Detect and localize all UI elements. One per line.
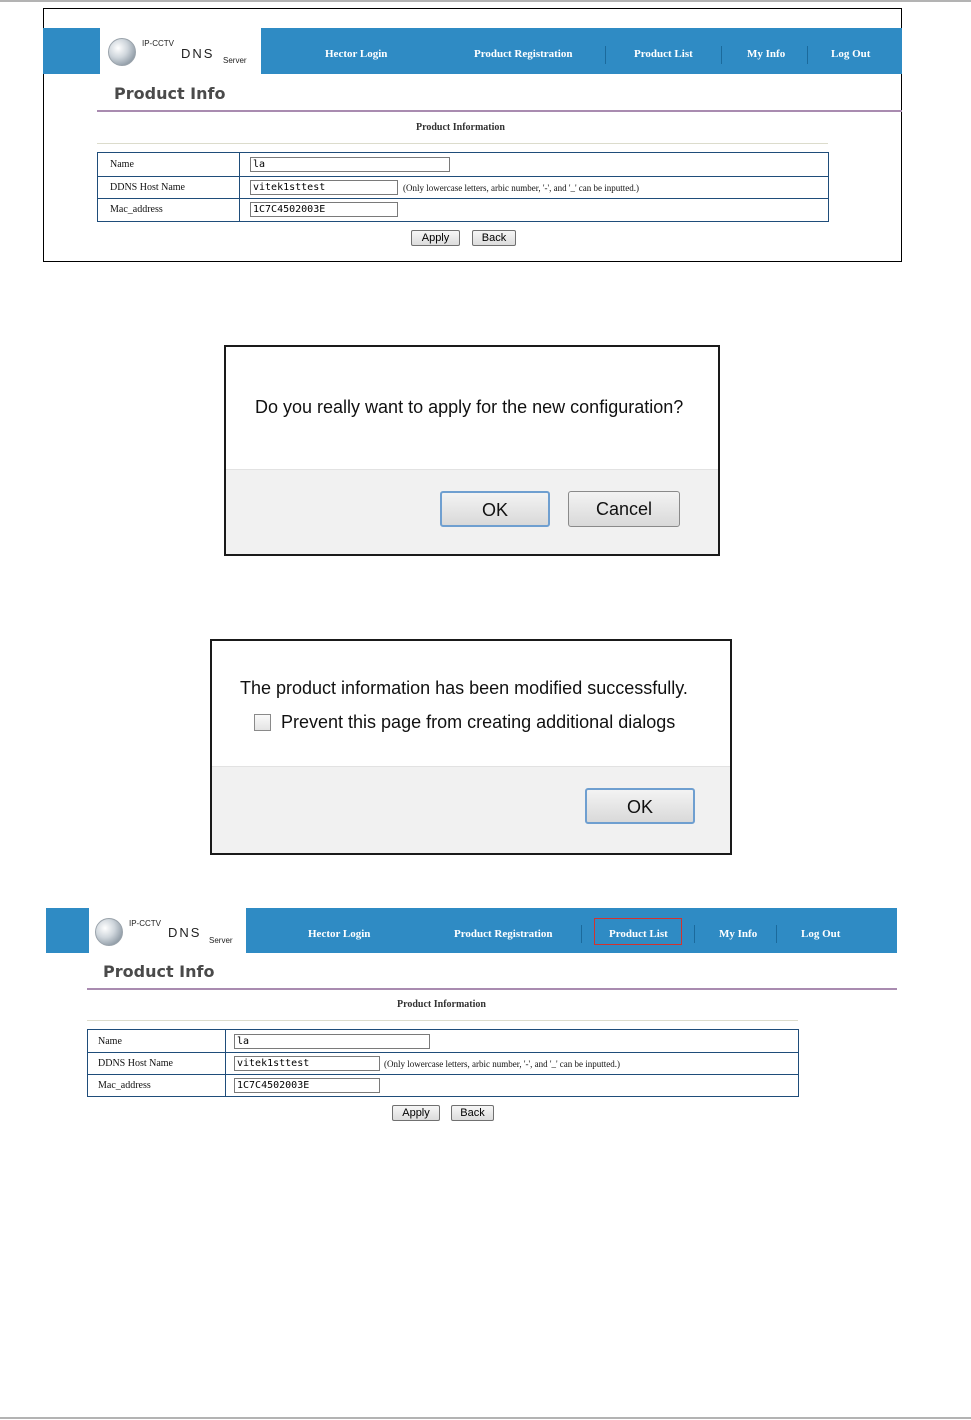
prevent-dialogs-label[interactable]: Prevent this page from creating additional dialogs — [281, 712, 676, 732]
name-label: Name — [110, 159, 134, 170]
mac-input[interactable]: 1C7C4502003E — [250, 202, 398, 217]
apply-button[interactable]: Apply — [392, 1105, 440, 1121]
form-row-mac — [88, 1074, 798, 1096]
host-label: DDNS Host Name — [98, 1058, 173, 1069]
alert-message: The product information has been modified successfully. — [240, 678, 688, 698]
nav-my-info[interactable]: My Info — [747, 48, 786, 60]
nav-separator — [694, 925, 695, 943]
apply-button[interactable]: Apply — [411, 230, 460, 246]
nav-log-out[interactable]: Log Out — [831, 48, 871, 60]
confirm-ok-button[interactable]: OK — [440, 491, 550, 527]
confirm-cancel-button[interactable]: Cancel — [568, 491, 680, 527]
name-label: Name — [98, 1036, 122, 1047]
nav-product-registration[interactable]: Product Registration — [474, 48, 573, 60]
logo-server: Server — [209, 936, 233, 945]
mac-label: Mac_address — [98, 1080, 151, 1091]
page-title: Product Info — [103, 962, 215, 981]
name-input[interactable]: la — [234, 1034, 430, 1049]
logo-ipcctv: IP-CCTV — [129, 919, 161, 928]
alert-ok-button[interactable]: OK — [585, 788, 695, 824]
mac-label: Mac_address — [110, 204, 163, 215]
nav-separator — [581, 925, 582, 943]
nav-product-list[interactable]: Product List — [609, 928, 668, 940]
name-input[interactable]: la — [250, 157, 450, 172]
page-title: Product Info — [114, 84, 226, 103]
logo-tab — [89, 908, 246, 953]
mac-input[interactable]: 1C7C4502003E — [234, 1078, 380, 1093]
nav-my-info[interactable]: My Info — [719, 928, 758, 940]
section-divider — [87, 1020, 798, 1021]
section-title: Product Information — [397, 999, 486, 1010]
title-underline — [87, 988, 897, 990]
product-form-table — [87, 1029, 799, 1097]
host-hint: (Only lowercase letters, arbic number, '-', and '_' can be inputted.) — [403, 183, 640, 193]
logo-dns: DNS — [168, 925, 202, 940]
nav-separator — [776, 925, 777, 943]
logo-dns: DNS — [181, 46, 215, 61]
section-title: Product Information — [416, 122, 505, 133]
logo-ipcctv: IP-CCTV — [142, 39, 174, 48]
host-input[interactable]: vitek1sttest — [234, 1056, 380, 1071]
form-row-host — [88, 1052, 798, 1075]
host-hint: (Only lowercase letters, arbic number, '-', and '_' can be inputted.) — [384, 1059, 621, 1069]
top-nav-bar — [246, 908, 897, 953]
nav-hector-login[interactable]: Hector Login — [325, 48, 388, 60]
confirm-message: Do you really want to apply for the new configuration? — [255, 397, 684, 417]
header-left-bar — [46, 908, 89, 953]
nav-product-list[interactable]: Product List — [634, 48, 693, 60]
globe-icon — [95, 918, 123, 946]
nav-product-registration[interactable]: Product Registration — [454, 928, 553, 940]
nav-log-out[interactable]: Log Out — [801, 928, 841, 940]
form-row-name — [88, 1030, 798, 1052]
nav-hector-login[interactable]: Hector Login — [308, 928, 371, 940]
logo-server: Server — [223, 56, 247, 65]
host-label: DDNS Host Name — [110, 182, 185, 193]
back-button[interactable]: Back — [472, 230, 516, 246]
back-button[interactable]: Back — [451, 1105, 494, 1121]
bottom-rule — [0, 1417, 971, 1419]
host-input[interactable]: vitek1sttest — [250, 180, 398, 195]
